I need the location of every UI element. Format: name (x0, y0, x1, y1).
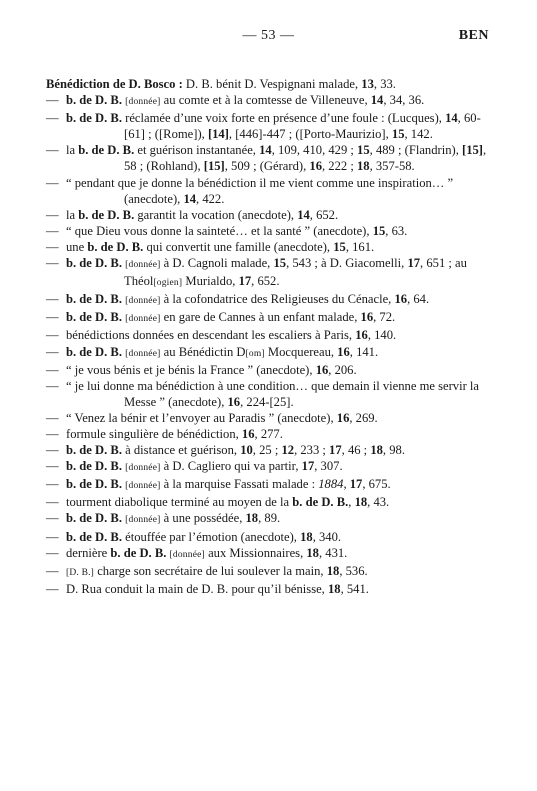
index-subentry: — “ Venez la bénir et l’envoyer au Paradis ” (anecdote), 16, 269. (46, 410, 378, 425)
index-subentry: — “ que Dieu vous donne la sainteté… et la santé ” (anecdote), 15, 63. (46, 223, 408, 238)
index-subentry: — b. de D. B. [donnée] à la cofondatrice des Religieuses du Cénacle, 16, 64. (46, 292, 430, 307)
index-subentry: — b. de D. B. [donnée] en gare de Cannes à un enfant malade, 16, 72. (46, 310, 396, 325)
running-head: BEN (458, 28, 489, 43)
index-subentry: — “ pendant que je donne la bénédiction il me vient comme une inspiration… ” (anecdote), 14, 422. (46, 175, 454, 206)
index-subentry: — b. de D. B. [donnée] à une possédée, 18, 89. (46, 511, 281, 526)
index-subentry: — b. de D. B. étouffée par l’émotion (anecdote), 18, 340. (46, 529, 342, 544)
index-head-entry: Bénédiction de D. Bosco : D. B. bénit D. Vespignani malade, 13, 33. (46, 77, 396, 91)
index-subentry: — b. de D. B. [donnée] au comte et à la comtesse de Villeneuve, 14, 34, 36. (46, 93, 425, 108)
index-subentry: — une b. de D. B. qui convertit une famille (anecdote), 15, 161. (46, 239, 375, 254)
page-header (0, 28, 537, 48)
index-subentry: — b. de D. B. [donnée] à D. Cagnoli malade, 15, 543 ; à D. Giacomelli, 17, 651 ; au Théol[ogien] Murialdo, 17, 652. (46, 256, 467, 289)
index-subentry: — b. de D. B. [donnée] à D. Cagliero qui va partir, 17, 307. (46, 459, 343, 474)
index-subentry: — tourment diabolique terminé au moyen de la b. de D. B., 18, 43. (46, 495, 390, 510)
index-subentry: — b. de D. B. [donnée] à la marquise Fassati malade : 1884, 17, 675. (46, 477, 391, 492)
index-subentry: — dernière b. de D. B. [donnée] aux Missionnaires, 18, 431. (46, 545, 348, 560)
page-number: — 53 — (242, 28, 295, 43)
index-subentry: — [D. B.] charge son secrétaire de lui soulever la main, 18, 536. (46, 563, 368, 578)
index-subentry: — “ je vous bénis et je bénis la France ” (anecdote), 16, 206. (46, 362, 357, 377)
index-subentry: — b. de D. B. [donnée] au Bénédictin D[om] Mocquereau, 16, 141. (46, 344, 379, 359)
index-subentry: — la b. de D. B. et guérison instantanée, 14, 109, 410, 429 ; 15, 489 ; (Flandrin), [15], 58 ; (Rohland), [15], 509 ; (Gérard), 16, 222 ; 18, 357-58. (46, 143, 487, 174)
index-subentry: — b. de D. B. réclamée d’une voix forte en présence d’une foule : (Lucques), 14, 60-[61] ; ([Rome]), [14], [446]-447 ; ([Porto-Maurizio], 15, 142. (46, 111, 481, 142)
index-subentry: — “ je lui donne ma bénédiction à une condition… que demain il vienne me servir la Messe ” (anecdote), 16, 224-[25]. (46, 378, 480, 409)
index-subentry: — la b. de D. B. garantit la vocation (anecdote), 14, 652. (46, 207, 339, 222)
index-subentry: — formule singulière de bénédiction, 16, 277. (46, 426, 283, 441)
index-subentry: — b. de D. B. à distance et guérison, 10, 25 ; 12, 233 ; 17, 46 ; 18, 98. (46, 443, 405, 458)
index-entries (46, 76, 491, 597)
index-subentry: — bénédictions données en descendant les escaliers à Paris, 16, 140. (46, 328, 397, 343)
index-subentry: — D. Rua conduit la main de D. B. pour qu’il bénisse, 18, 541. (46, 581, 369, 596)
